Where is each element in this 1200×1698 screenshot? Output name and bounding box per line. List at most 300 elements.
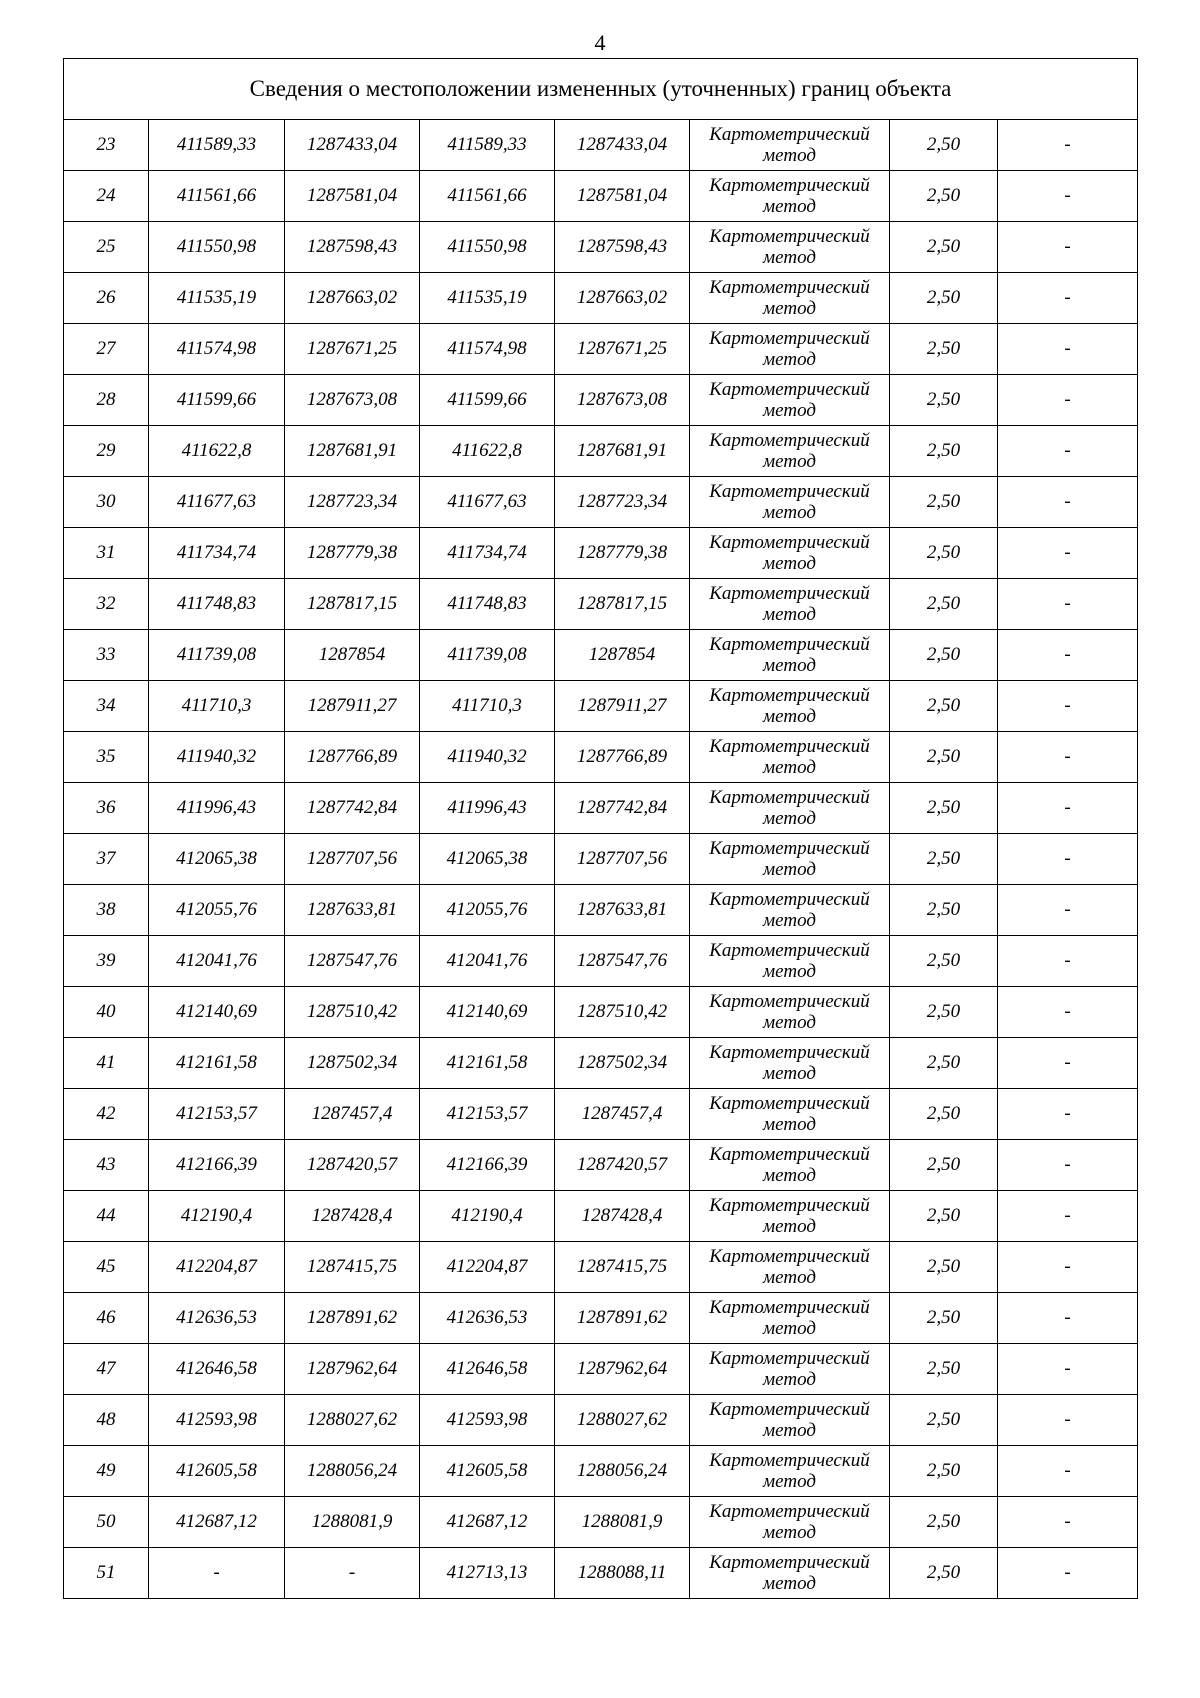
note-cell: - [998,579,1138,630]
method-cell [690,1446,890,1497]
table-row [64,1446,1138,1497]
point-number-cell: 32 [64,579,149,630]
accuracy-cell: 2,50 [890,681,998,732]
existing-x-cell: 412140,69 [149,987,285,1038]
method-cell [690,1548,890,1599]
refined-y-cell: 1287891,62 [555,1293,690,1344]
refined-x-cell: 412687,12 [420,1497,555,1548]
method-line-1: Картометрический [709,481,870,502]
method-line-1: Картометрический [709,838,870,859]
table-row [64,936,1138,987]
note-cell: - [998,1140,1138,1191]
point-number-cell: 42 [64,1089,149,1140]
accuracy-cell: 2,50 [890,171,998,222]
point-number-cell: 24 [64,171,149,222]
method-cell [690,1497,890,1548]
existing-x-cell: 411940,32 [149,732,285,783]
refined-x-cell: 412065,38 [420,834,555,885]
existing-x-cell: 411561,66 [149,171,285,222]
method-line-2: метод [763,706,816,727]
existing-y-cell: - [285,1548,420,1599]
method-line-1: Картометрический [709,787,870,808]
note-cell: - [998,1191,1138,1242]
method-line-2: метод [763,1420,816,1441]
method-line-2: метод [763,757,816,778]
note-cell: - [998,1497,1138,1548]
table-row [64,732,1138,783]
method-cell [690,1344,890,1395]
method-line-1: Картометрический [709,1144,870,1165]
accuracy-cell: 2,50 [890,1293,998,1344]
refined-x-cell: 411710,3 [420,681,555,732]
method-cell [690,1395,890,1446]
accuracy-cell: 2,50 [890,528,998,579]
method-line-2: метод [763,1318,816,1339]
method-line-1: Картометрический [709,532,870,553]
note-cell: - [998,273,1138,324]
existing-x-cell: 412161,58 [149,1038,285,1089]
point-number-cell: 28 [64,375,149,426]
existing-y-cell: 1287891,62 [285,1293,420,1344]
method-cell [690,1089,890,1140]
accuracy-cell: 2,50 [890,783,998,834]
method-cell [690,1242,890,1293]
method-line-2: метод [763,859,816,880]
point-number-cell: 48 [64,1395,149,1446]
boundary-coordinates-table [63,58,1138,1599]
existing-y-cell: 1287723,34 [285,477,420,528]
existing-y-cell: 1287581,04 [285,171,420,222]
note-cell: - [998,1395,1138,1446]
refined-x-cell: 412713,13 [420,1548,555,1599]
table-row [64,1293,1138,1344]
point-number-cell: 30 [64,477,149,528]
method-line-2: метод [763,808,816,829]
method-cell [690,324,890,375]
existing-y-cell: 1287962,64 [285,1344,420,1395]
point-number-cell: 39 [64,936,149,987]
refined-x-cell: 411589,33 [420,120,555,171]
note-cell: - [998,834,1138,885]
point-number-cell: 23 [64,120,149,171]
accuracy-cell: 2,50 [890,1089,998,1140]
note-cell: - [998,426,1138,477]
method-cell [690,579,890,630]
note-cell: - [998,324,1138,375]
point-number-cell: 36 [64,783,149,834]
point-number-cell: 47 [64,1344,149,1395]
table-title: Сведения о местоположении измененных (уточненных) границ объекта [64,59,1138,120]
method-line-2: метод [763,1216,816,1237]
existing-x-cell: 412687,12 [149,1497,285,1548]
existing-x-cell: 412166,39 [149,1140,285,1191]
note-cell: - [998,1089,1138,1140]
existing-y-cell: 1287415,75 [285,1242,420,1293]
existing-x-cell: 412153,57 [149,1089,285,1140]
refined-y-cell: 1287962,64 [555,1344,690,1395]
accuracy-cell: 2,50 [890,885,998,936]
point-number-cell: 25 [64,222,149,273]
existing-x-cell: 411734,74 [149,528,285,579]
table-row [64,324,1138,375]
accuracy-cell: 2,50 [890,630,998,681]
method-line-1: Картометрический [709,1348,870,1369]
table-body [64,59,1138,1599]
existing-y-cell: 1287598,43 [285,222,420,273]
accuracy-cell: 2,50 [890,1191,998,1242]
table-row [64,1089,1138,1140]
point-number-cell: 44 [64,1191,149,1242]
method-line-1: Картометрический [709,1297,870,1318]
method-line-2: метод [763,1573,816,1594]
existing-y-cell: 1287681,91 [285,426,420,477]
table-row [64,1395,1138,1446]
point-number-cell: 43 [64,1140,149,1191]
method-line-2: метод [763,961,816,982]
method-line-1: Картометрический [709,685,870,706]
existing-x-cell: 412605,58 [149,1446,285,1497]
refined-x-cell: 411677,63 [420,477,555,528]
method-cell [690,936,890,987]
refined-y-cell: 1287742,84 [555,783,690,834]
table-row [64,528,1138,579]
table-row [64,1497,1138,1548]
table-row [64,1344,1138,1395]
table-title-row [64,59,1138,120]
refined-x-cell: 411734,74 [420,528,555,579]
refined-x-cell: 412041,76 [420,936,555,987]
accuracy-cell: 2,50 [890,1395,998,1446]
note-cell: - [998,783,1138,834]
method-line-2: метод [763,298,816,319]
accuracy-cell: 2,50 [890,1344,998,1395]
existing-y-cell: 1288027,62 [285,1395,420,1446]
method-line-2: метод [763,451,816,472]
existing-y-cell: 1287911,27 [285,681,420,732]
refined-x-cell: 411561,66 [420,171,555,222]
method-line-1: Картометрический [709,1246,870,1267]
existing-y-cell: 1287663,02 [285,273,420,324]
method-line-2: метод [763,1012,816,1033]
note-cell: - [998,1293,1138,1344]
existing-y-cell: 1287707,56 [285,834,420,885]
refined-x-cell: 412636,53 [420,1293,555,1344]
point-number-cell: 51 [64,1548,149,1599]
method-cell [690,1293,890,1344]
existing-x-cell: 412041,76 [149,936,285,987]
refined-y-cell: 1287415,75 [555,1242,690,1293]
note-cell: - [998,222,1138,273]
method-line-1: Картометрический [709,583,870,604]
accuracy-cell: 2,50 [890,1497,998,1548]
note-cell: - [998,1548,1138,1599]
method-line-1: Картометрический [709,124,870,145]
method-line-2: метод [763,910,816,931]
point-number-cell: 50 [64,1497,149,1548]
refined-x-cell: 411622,8 [420,426,555,477]
page-number: 4 [594,30,606,55]
existing-x-cell: 411996,43 [149,783,285,834]
method-line-1: Картометрический [709,889,870,910]
existing-x-cell: 411739,08 [149,630,285,681]
method-line-1: Картометрический [709,277,870,298]
table-row [64,783,1138,834]
existing-y-cell: 1287420,57 [285,1140,420,1191]
accuracy-cell: 2,50 [890,936,998,987]
table-row [64,1191,1138,1242]
method-line-1: Картометрический [709,1399,870,1420]
point-number-cell: 33 [64,630,149,681]
existing-x-cell: 411622,8 [149,426,285,477]
existing-y-cell: 1287854 [285,630,420,681]
table-row [64,375,1138,426]
method-line-2: метод [763,1471,816,1492]
existing-y-cell: 1288056,24 [285,1446,420,1497]
existing-y-cell: 1287673,08 [285,375,420,426]
existing-y-cell: 1287457,4 [285,1089,420,1140]
method-line-1: Картометрический [709,1501,870,1522]
existing-x-cell: 411710,3 [149,681,285,732]
method-line-2: метод [763,349,816,370]
refined-y-cell: 1288027,62 [555,1395,690,1446]
accuracy-cell: 2,50 [890,1446,998,1497]
method-line-2: метод [763,502,816,523]
method-line-1: Картометрический [709,175,870,196]
refined-x-cell: 412140,69 [420,987,555,1038]
existing-x-cell: 411535,19 [149,273,285,324]
existing-x-cell: 412190,4 [149,1191,285,1242]
table-row [64,273,1138,324]
method-line-2: метод [763,1063,816,1084]
refined-y-cell: 1287817,15 [555,579,690,630]
refined-y-cell: 1287428,4 [555,1191,690,1242]
point-number-cell: 49 [64,1446,149,1497]
method-cell [690,426,890,477]
existing-x-cell: 412204,87 [149,1242,285,1293]
note-cell: - [998,171,1138,222]
method-line-2: метод [763,1267,816,1288]
refined-x-cell: 412055,76 [420,885,555,936]
refined-y-cell: 1287854 [555,630,690,681]
refined-y-cell: 1287502,34 [555,1038,690,1089]
refined-y-cell: 1287663,02 [555,273,690,324]
existing-x-cell: 411677,63 [149,477,285,528]
point-number-cell: 46 [64,1293,149,1344]
method-line-2: метод [763,553,816,574]
refined-x-cell: 412204,87 [420,1242,555,1293]
point-number-cell: 27 [64,324,149,375]
refined-x-cell: 412161,58 [420,1038,555,1089]
accuracy-cell: 2,50 [890,1242,998,1293]
refined-x-cell: 411535,19 [420,273,555,324]
point-number-cell: 26 [64,273,149,324]
refined-y-cell: 1287457,4 [555,1089,690,1140]
table-row [64,222,1138,273]
existing-y-cell: 1288081,9 [285,1497,420,1548]
refined-x-cell: 412646,58 [420,1344,555,1395]
existing-y-cell: 1287428,4 [285,1191,420,1242]
note-cell: - [998,1344,1138,1395]
note-cell: - [998,885,1138,936]
refined-y-cell: 1287633,81 [555,885,690,936]
accuracy-cell: 2,50 [890,1548,998,1599]
refined-y-cell: 1287779,38 [555,528,690,579]
existing-y-cell: 1287502,34 [285,1038,420,1089]
table-row [64,477,1138,528]
refined-x-cell: 411739,08 [420,630,555,681]
existing-y-cell: 1287766,89 [285,732,420,783]
note-cell: - [998,1242,1138,1293]
table-row [64,1242,1138,1293]
method-cell [690,885,890,936]
refined-x-cell: 411940,32 [420,732,555,783]
existing-x-cell: - [149,1548,285,1599]
method-line-1: Картометрический [709,1450,870,1471]
refined-y-cell: 1287911,27 [555,681,690,732]
method-cell [690,1140,890,1191]
refined-y-cell: 1287681,91 [555,426,690,477]
accuracy-cell: 2,50 [890,324,998,375]
method-line-1: Картометрический [709,736,870,757]
accuracy-cell: 2,50 [890,1140,998,1191]
method-line-1: Картометрический [709,226,870,247]
method-line-1: Картометрический [709,430,870,451]
method-line-2: метод [763,400,816,421]
method-cell [690,528,890,579]
method-line-2: метод [763,1114,816,1135]
accuracy-cell: 2,50 [890,732,998,783]
table-row [64,834,1138,885]
method-line-2: метод [763,1165,816,1186]
accuracy-cell: 2,50 [890,834,998,885]
point-number-cell: 34 [64,681,149,732]
note-cell: - [998,681,1138,732]
table-row [64,426,1138,477]
point-number-cell: 31 [64,528,149,579]
note-cell: - [998,477,1138,528]
note-cell: - [998,630,1138,681]
method-line-2: метод [763,247,816,268]
method-cell [690,477,890,528]
note-cell: - [998,936,1138,987]
accuracy-cell: 2,50 [890,120,998,171]
method-line-1: Картометрический [709,991,870,1012]
method-cell [690,732,890,783]
existing-x-cell: 412065,38 [149,834,285,885]
accuracy-cell: 2,50 [890,477,998,528]
accuracy-cell: 2,50 [890,222,998,273]
existing-x-cell: 411574,98 [149,324,285,375]
method-cell [690,987,890,1038]
refined-x-cell: 411574,98 [420,324,555,375]
method-line-2: метод [763,196,816,217]
existing-y-cell: 1287779,38 [285,528,420,579]
point-number-cell: 29 [64,426,149,477]
existing-x-cell: 412646,58 [149,1344,285,1395]
refined-y-cell: 1287766,89 [555,732,690,783]
point-number-cell: 40 [64,987,149,1038]
method-line-1: Картометрический [709,940,870,961]
existing-y-cell: 1287433,04 [285,120,420,171]
refined-x-cell: 412166,39 [420,1140,555,1191]
note-cell: - [998,987,1138,1038]
method-line-1: Картометрический [709,328,870,349]
refined-y-cell: 1287510,42 [555,987,690,1038]
note-cell: - [998,528,1138,579]
table-row [64,885,1138,936]
refined-x-cell: 412153,57 [420,1089,555,1140]
table-row [64,1038,1138,1089]
existing-y-cell: 1287510,42 [285,987,420,1038]
refined-y-cell: 1287673,08 [555,375,690,426]
note-cell: - [998,120,1138,171]
existing-x-cell: 411748,83 [149,579,285,630]
table-row [64,630,1138,681]
refined-y-cell: 1288056,24 [555,1446,690,1497]
method-line-1: Картометрический [709,1195,870,1216]
existing-x-cell: 412636,53 [149,1293,285,1344]
refined-y-cell: 1287420,57 [555,1140,690,1191]
method-cell [690,783,890,834]
existing-y-cell: 1287671,25 [285,324,420,375]
note-cell: - [998,1038,1138,1089]
method-cell [690,1038,890,1089]
refined-x-cell: 412190,4 [420,1191,555,1242]
method-line-2: метод [763,1369,816,1390]
accuracy-cell: 2,50 [890,987,998,1038]
refined-y-cell: 1288081,9 [555,1497,690,1548]
refined-y-cell: 1288088,11 [555,1548,690,1599]
method-line-1: Картометрический [709,1042,870,1063]
point-number-cell: 41 [64,1038,149,1089]
point-number-cell: 38 [64,885,149,936]
method-cell [690,375,890,426]
method-line-2: метод [763,604,816,625]
existing-x-cell: 412055,76 [149,885,285,936]
table-row [64,1548,1138,1599]
method-cell [690,120,890,171]
method-cell [690,222,890,273]
refined-y-cell: 1287433,04 [555,120,690,171]
method-cell [690,834,890,885]
method-line-2: метод [763,145,816,166]
table-row [64,579,1138,630]
refined-x-cell: 412605,58 [420,1446,555,1497]
accuracy-cell: 2,50 [890,1038,998,1089]
existing-y-cell: 1287742,84 [285,783,420,834]
table-row [64,171,1138,222]
refined-x-cell: 411550,98 [420,222,555,273]
method-cell [690,1191,890,1242]
method-line-2: метод [763,655,816,676]
note-cell: - [998,375,1138,426]
accuracy-cell: 2,50 [890,375,998,426]
method-cell [690,630,890,681]
method-line-1: Картометрический [709,1093,870,1114]
accuracy-cell: 2,50 [890,273,998,324]
method-line-2: метод [763,1522,816,1543]
existing-x-cell: 411599,66 [149,375,285,426]
method-cell [690,681,890,732]
existing-x-cell: 411589,33 [149,120,285,171]
refined-x-cell: 411996,43 [420,783,555,834]
refined-x-cell: 411748,83 [420,579,555,630]
refined-y-cell: 1287671,25 [555,324,690,375]
point-number-cell: 45 [64,1242,149,1293]
refined-y-cell: 1287547,76 [555,936,690,987]
table-row [64,1140,1138,1191]
refined-y-cell: 1287598,43 [555,222,690,273]
